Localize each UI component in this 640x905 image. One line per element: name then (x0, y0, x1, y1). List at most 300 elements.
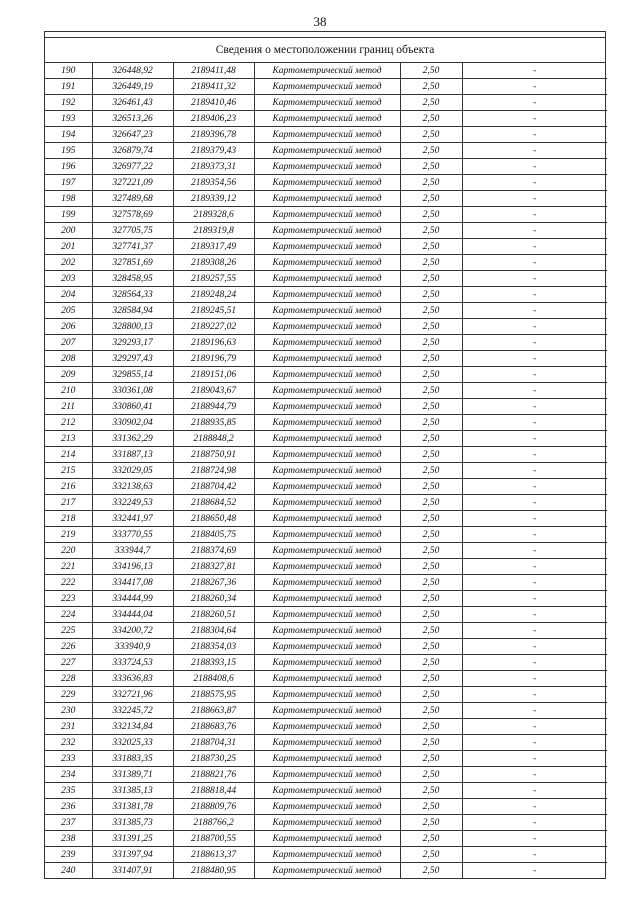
table-row (45, 447, 607, 463)
point-number-cell: 231 (45, 719, 92, 735)
point-number-cell: 203 (45, 271, 92, 287)
table-row (45, 111, 607, 127)
y-coordinate-cell: 2189396,78 (173, 127, 254, 143)
y-coordinate-cell: 2188818,44 (173, 783, 254, 799)
description-cell: - (462, 95, 607, 111)
description-cell: - (462, 255, 607, 271)
description-cell: - (462, 383, 607, 399)
description-cell: - (462, 703, 607, 719)
table-row (45, 655, 607, 671)
method-cell: Картометрический метод (254, 175, 400, 191)
accuracy-cell: 2,50 (400, 655, 462, 671)
description-cell: - (462, 127, 607, 143)
y-coordinate-cell: 2189319,8 (173, 223, 254, 239)
method-cell: Картометрический метод (254, 367, 400, 383)
y-coordinate-cell: 2189410,46 (173, 95, 254, 111)
description-cell: - (533, 865, 537, 876)
method-cell: Картометрический метод (254, 415, 400, 431)
x-coordinate-cell: 327489,68 (92, 191, 173, 207)
method-cell: Картометрический метод (254, 127, 400, 143)
accuracy-cell: 2,50 (400, 815, 462, 831)
x-coordinate-cell: 327578,69 (92, 207, 173, 223)
coordinates-table-body (45, 63, 607, 878)
accuracy-cell: 2,50 (400, 463, 462, 479)
table-row (45, 463, 607, 479)
x-coordinate-cell: 326448,92 (92, 63, 173, 79)
method-cell: Картометрический метод (254, 143, 400, 159)
method-cell: Картометрический метод (254, 335, 400, 351)
description-cell: - (462, 399, 607, 415)
accuracy-cell: 2,50 (400, 383, 462, 399)
x-coordinate-cell: 331385,73 (92, 815, 173, 831)
method-cell: Картометрический метод (254, 703, 400, 719)
accuracy-cell: 2,50 (400, 591, 462, 607)
accuracy-cell: 2,50 (400, 95, 462, 111)
description-cell: - (462, 415, 607, 431)
table-row (45, 751, 607, 767)
point-number-cell: 222 (45, 575, 92, 591)
method-cell: Картометрический метод (254, 799, 400, 815)
accuracy-cell: 2,50 (400, 575, 462, 591)
x-coordinate-cell: 331407,91 (92, 863, 173, 879)
y-coordinate-cell: 2189354,56 (173, 175, 254, 191)
y-coordinate-cell: 2188575,95 (173, 687, 254, 703)
method-cell: Картометрический метод (254, 447, 400, 463)
description-cell: - (462, 511, 607, 527)
point-number-cell: 240 (45, 863, 92, 879)
accuracy-cell: 2,50 (400, 143, 462, 159)
method-cell: Картометрический метод (254, 591, 400, 607)
accuracy-cell: 2,50 (400, 671, 462, 687)
method-cell: Картометрический метод (254, 207, 400, 223)
y-coordinate-cell: 2189373,31 (173, 159, 254, 175)
method-cell: Картометрический метод (254, 399, 400, 415)
x-coordinate-cell: 331391,25 (92, 831, 173, 847)
y-coordinate-cell: 2189245,51 (173, 303, 254, 319)
x-coordinate-cell: 328800,13 (92, 319, 173, 335)
accuracy-cell: 2,50 (400, 495, 462, 511)
x-coordinate-cell: 334417,08 (92, 575, 173, 591)
y-coordinate-cell: 2189151,06 (173, 367, 254, 383)
method-cell: Картометрический метод (254, 607, 400, 623)
y-coordinate-cell: 2189317,49 (173, 239, 254, 255)
x-coordinate-cell: 331389,71 (92, 767, 173, 783)
table-row (45, 303, 607, 319)
point-number-cell: 233 (45, 751, 92, 767)
point-number-cell: 219 (45, 527, 92, 543)
x-coordinate-cell: 326977,22 (92, 159, 173, 175)
table-row (45, 399, 607, 415)
accuracy-cell: 2,50 (400, 559, 462, 575)
y-coordinate-cell: 2188848,2 (173, 431, 254, 447)
description-cell: - (462, 815, 607, 831)
y-coordinate-cell: 2188766,2 (173, 815, 254, 831)
point-number-cell: 210 (45, 383, 92, 399)
accuracy-cell: 2,50 (400, 367, 462, 383)
description-cell: - (462, 447, 607, 463)
point-number-cell: 207 (45, 335, 92, 351)
page-number: 38 (313, 14, 327, 29)
y-coordinate-cell: 2189411,48 (173, 63, 254, 79)
method-cell: Картометрический метод (254, 863, 400, 879)
x-coordinate-cell: 333636,83 (92, 671, 173, 687)
y-coordinate-cell: 2188730,25 (173, 751, 254, 767)
x-coordinate-cell: 332441,97 (92, 511, 173, 527)
x-coordinate-cell: 327741,37 (92, 239, 173, 255)
table-row (45, 415, 607, 431)
table-row (45, 623, 607, 639)
x-coordinate-cell: 326461,43 (92, 95, 173, 111)
y-coordinate-cell: 2189196,63 (173, 335, 254, 351)
description-cell: - (462, 591, 607, 607)
table-row (45, 223, 607, 239)
method-cell: Картометрический метод (254, 111, 400, 127)
description-cell: - (462, 191, 607, 207)
method-cell: Картометрический метод (254, 63, 400, 79)
x-coordinate-cell: 330902,04 (92, 415, 173, 431)
x-coordinate-cell: 334444,99 (92, 591, 173, 607)
accuracy-cell: 2,50 (400, 271, 462, 287)
x-coordinate-cell: 329855,14 (92, 367, 173, 383)
table-row (45, 351, 607, 367)
accuracy-cell: 2,50 (400, 159, 462, 175)
method-cell: Картометрический метод (254, 95, 400, 111)
y-coordinate-cell: 2188663,87 (173, 703, 254, 719)
point-number-cell: 190 (45, 63, 92, 79)
description-cell: - (462, 335, 607, 351)
point-number-cell: 215 (45, 463, 92, 479)
point-number-cell: 227 (45, 655, 92, 671)
table-row (45, 79, 607, 95)
table-row (45, 479, 607, 495)
point-number-cell: 195 (45, 143, 92, 159)
accuracy-cell: 2,50 (400, 639, 462, 655)
method-cell: Картометрический метод (254, 543, 400, 559)
accuracy-cell: 2,50 (400, 431, 462, 447)
point-number-cell: 236 (45, 799, 92, 815)
description-cell: - (462, 655, 607, 671)
x-coordinate-cell: 329293,17 (92, 335, 173, 351)
point-number-cell: 196 (45, 159, 92, 175)
table-row (45, 831, 607, 847)
accuracy-cell: 2,50 (400, 207, 462, 223)
method-cell: Картометрический метод (254, 271, 400, 287)
description-cell: - (462, 351, 607, 367)
x-coordinate-cell: 327851,69 (92, 255, 173, 271)
y-coordinate-cell: 2188304,64 (173, 623, 254, 639)
description-cell: - (462, 271, 607, 287)
accuracy-cell: 2,50 (400, 831, 462, 847)
table-row (45, 815, 607, 831)
method-cell: Картометрический метод (254, 575, 400, 591)
x-coordinate-cell: 332134,84 (92, 719, 173, 735)
table-row (45, 527, 607, 543)
accuracy-cell: 2,50 (400, 479, 462, 495)
point-number-cell: 239 (45, 847, 92, 863)
accuracy-cell: 2,50 (400, 687, 462, 703)
x-coordinate-cell: 334200,72 (92, 623, 173, 639)
y-coordinate-cell: 2188944,79 (173, 399, 254, 415)
y-coordinate-cell: 2189227,02 (173, 319, 254, 335)
description-cell: - (462, 607, 607, 623)
point-number-cell: 238 (45, 831, 92, 847)
point-number-cell: 216 (45, 479, 92, 495)
description-cell: - (462, 783, 607, 799)
x-coordinate-cell: 331381,78 (92, 799, 173, 815)
y-coordinate-cell: 2188683,76 (173, 719, 254, 735)
table-row (45, 591, 607, 607)
table-row (45, 367, 607, 383)
point-number-cell: 224 (45, 607, 92, 623)
accuracy-cell: 2,50 (400, 239, 462, 255)
accuracy-cell: 2,50 (400, 399, 462, 415)
point-number-cell: 199 (45, 207, 92, 223)
table-row (45, 63, 607, 79)
table-row (45, 175, 607, 191)
method-cell: Картометрический метод (254, 815, 400, 831)
x-coordinate-cell: 327221,09 (92, 175, 173, 191)
y-coordinate-cell: 2188405,75 (173, 527, 254, 543)
accuracy-cell: 2,50 (400, 863, 462, 879)
accuracy-cell: 2,50 (400, 175, 462, 191)
x-coordinate-cell: 332138,63 (92, 479, 173, 495)
point-number-cell: 217 (45, 495, 92, 511)
point-number-cell: 206 (45, 319, 92, 335)
point-number-cell: 209 (45, 367, 92, 383)
method-cell: Картометрический метод (254, 495, 400, 511)
description-cell: - (462, 207, 607, 223)
x-coordinate-cell: 328584,94 (92, 303, 173, 319)
accuracy-cell: 2,50 (400, 111, 462, 127)
y-coordinate-cell: 2188480,95 (173, 863, 254, 879)
table-row (45, 127, 607, 143)
point-number-cell: 232 (45, 735, 92, 751)
description-cell: - (462, 735, 607, 751)
method-cell: Картометрический метод (254, 239, 400, 255)
description-cell: - (462, 495, 607, 511)
table-row (45, 575, 607, 591)
method-cell: Картометрический метод (254, 303, 400, 319)
y-coordinate-cell: 2188613,37 (173, 847, 254, 863)
accuracy-cell: 2,50 (400, 255, 462, 271)
method-cell: Картометрический метод (254, 351, 400, 367)
accuracy-cell: 2,50 (400, 751, 462, 767)
point-number-cell: 229 (45, 687, 92, 703)
accuracy-cell: 2,50 (400, 703, 462, 719)
table-row (45, 431, 607, 447)
description-cell: - (462, 479, 607, 495)
y-coordinate-cell: 2188267,36 (173, 575, 254, 591)
accuracy-cell: 2,50 (400, 79, 462, 95)
x-coordinate-cell: 332025,33 (92, 735, 173, 751)
x-coordinate-cell: 334444,04 (92, 607, 173, 623)
method-cell: Картометрический метод (254, 463, 400, 479)
accuracy-cell: 2,50 (400, 735, 462, 751)
y-coordinate-cell: 2189308,26 (173, 255, 254, 271)
description-cell: - (462, 175, 607, 191)
method-cell: Картометрический метод (254, 687, 400, 703)
point-number-cell: 234 (45, 767, 92, 783)
method-cell: Картометрический метод (254, 255, 400, 271)
x-coordinate-cell: 330860,41 (92, 399, 173, 415)
x-coordinate-cell: 330361,08 (92, 383, 173, 399)
y-coordinate-cell: 2188327,81 (173, 559, 254, 575)
y-coordinate-cell: 2188650,48 (173, 511, 254, 527)
point-number-cell: 225 (45, 623, 92, 639)
description-cell: - (462, 767, 607, 783)
x-coordinate-cell: 328458,95 (92, 271, 173, 287)
description-cell: - (462, 303, 607, 319)
accuracy-cell: 2,50 (400, 415, 462, 431)
accuracy-cell: 2,50 (400, 607, 462, 623)
method-cell: Картометрический метод (254, 671, 400, 687)
table-row (45, 735, 607, 751)
method-cell: Картометрический метод (254, 431, 400, 447)
point-number-cell: 198 (45, 191, 92, 207)
point-number-cell: 191 (45, 79, 92, 95)
point-number-cell: 213 (45, 431, 92, 447)
accuracy-cell: 2,50 (400, 799, 462, 815)
y-coordinate-cell: 2189379,43 (173, 143, 254, 159)
description-cell: - (462, 239, 607, 255)
point-number-cell: 194 (45, 127, 92, 143)
y-coordinate-cell: 2188750,91 (173, 447, 254, 463)
table-row (45, 239, 607, 255)
method-cell: Картометрический метод (254, 319, 400, 335)
accuracy-cell: 2,50 (400, 351, 462, 367)
x-coordinate-cell: 326879,74 (92, 143, 173, 159)
method-cell: Картометрический метод (254, 79, 400, 95)
description-cell: - (462, 159, 607, 175)
y-coordinate-cell: 2189248,24 (173, 287, 254, 303)
y-coordinate-cell: 2188393,15 (173, 655, 254, 671)
x-coordinate-cell: 332721,96 (92, 687, 173, 703)
x-coordinate-cell: 331397,94 (92, 847, 173, 863)
point-number-cell: 202 (45, 255, 92, 271)
y-coordinate-cell: 2189339,12 (173, 191, 254, 207)
x-coordinate-cell: 329297,43 (92, 351, 173, 367)
point-number-cell: 205 (45, 303, 92, 319)
method-cell: Картометрический метод (254, 783, 400, 799)
table-row (45, 207, 607, 223)
table-row (45, 159, 607, 175)
y-coordinate-cell: 2188354,03 (173, 639, 254, 655)
method-cell: Картометрический метод (254, 751, 400, 767)
x-coordinate-cell: 332029,05 (92, 463, 173, 479)
accuracy-cell: 2,50 (400, 63, 462, 79)
point-number-cell: 211 (45, 399, 92, 415)
method-cell: Картометрический метод (254, 719, 400, 735)
x-coordinate-cell: 328564,33 (92, 287, 173, 303)
table-row (45, 703, 607, 719)
point-number-cell: 218 (45, 511, 92, 527)
point-number-cell: 223 (45, 591, 92, 607)
accuracy-cell: 2,50 (400, 527, 462, 543)
description-cell: - (462, 543, 607, 559)
coordinates-table (45, 63, 607, 878)
y-coordinate-cell: 2188700,55 (173, 831, 254, 847)
table-row (45, 495, 607, 511)
accuracy-cell: 2,50 (400, 335, 462, 351)
description-cell: - (462, 367, 607, 383)
description-cell: - (462, 63, 607, 79)
description-cell: - (462, 143, 607, 159)
table-row (45, 287, 607, 303)
description-cell: - (462, 111, 607, 127)
point-number-cell: 226 (45, 639, 92, 655)
y-coordinate-cell: 2189328,6 (173, 207, 254, 223)
description-cell: - (462, 719, 607, 735)
table-row (45, 319, 607, 335)
accuracy-cell: 2,50 (400, 623, 462, 639)
x-coordinate-cell: 331385,13 (92, 783, 173, 799)
description-cell: - (462, 639, 607, 655)
y-coordinate-cell: 2188260,34 (173, 591, 254, 607)
x-coordinate-cell: 331362,29 (92, 431, 173, 447)
x-coordinate-cell: 333724,53 (92, 655, 173, 671)
description-cell: - (462, 463, 607, 479)
point-number-cell: 201 (45, 239, 92, 255)
y-coordinate-cell: 2188809,76 (173, 799, 254, 815)
accuracy-cell: 2,50 (400, 719, 462, 735)
table-row (45, 847, 607, 863)
x-coordinate-cell: 327705,75 (92, 223, 173, 239)
description-cell: - (462, 671, 607, 687)
x-coordinate-cell: 326449,19 (92, 79, 173, 95)
method-cell: Картометрический метод (254, 831, 400, 847)
y-coordinate-cell: 2188704,31 (173, 735, 254, 751)
description-cell: - (462, 319, 607, 335)
x-coordinate-cell: 333940,9 (92, 639, 173, 655)
method-cell: Картометрический метод (254, 639, 400, 655)
point-number-cell: 192 (45, 95, 92, 111)
y-coordinate-cell: 2188704,42 (173, 479, 254, 495)
table-row (45, 639, 607, 655)
description-cell: - (462, 687, 607, 703)
accuracy-cell: 2,50 (400, 847, 462, 863)
method-cell: Картометрический метод (254, 527, 400, 543)
x-coordinate-cell: 326647,23 (92, 127, 173, 143)
table-row (45, 671, 607, 687)
accuracy-cell: 2,50 (400, 287, 462, 303)
method-cell: Картометрический метод (254, 287, 400, 303)
y-coordinate-cell: 2189043,67 (173, 383, 254, 399)
y-coordinate-cell: 2188374,69 (173, 543, 254, 559)
description-cell: - (462, 527, 607, 543)
method-cell: Картометрический метод (254, 511, 400, 527)
description-cell: - (462, 751, 607, 767)
point-number-cell: 208 (45, 351, 92, 367)
table-row (45, 607, 607, 623)
accuracy-cell: 2,50 (400, 783, 462, 799)
table-row (45, 543, 607, 559)
x-coordinate-cell: 333770,55 (92, 527, 173, 543)
method-cell: Картометрический метод (254, 623, 400, 639)
y-coordinate-cell: 2188684,52 (173, 495, 254, 511)
y-coordinate-cell: 2188724,98 (173, 463, 254, 479)
table-row (45, 767, 607, 783)
accuracy-cell: 2,50 (400, 303, 462, 319)
description-cell: - (462, 623, 607, 639)
method-cell: Картометрический метод (254, 191, 400, 207)
method-cell: Картометрический метод (254, 735, 400, 751)
accuracy-cell: 2,50 (400, 447, 462, 463)
y-coordinate-cell: 2189406,23 (173, 111, 254, 127)
table-row (45, 255, 607, 271)
section-title: Сведения о местоположении границ объекта (45, 38, 605, 63)
x-coordinate-cell: 332245,72 (92, 703, 173, 719)
table-row (45, 559, 607, 575)
